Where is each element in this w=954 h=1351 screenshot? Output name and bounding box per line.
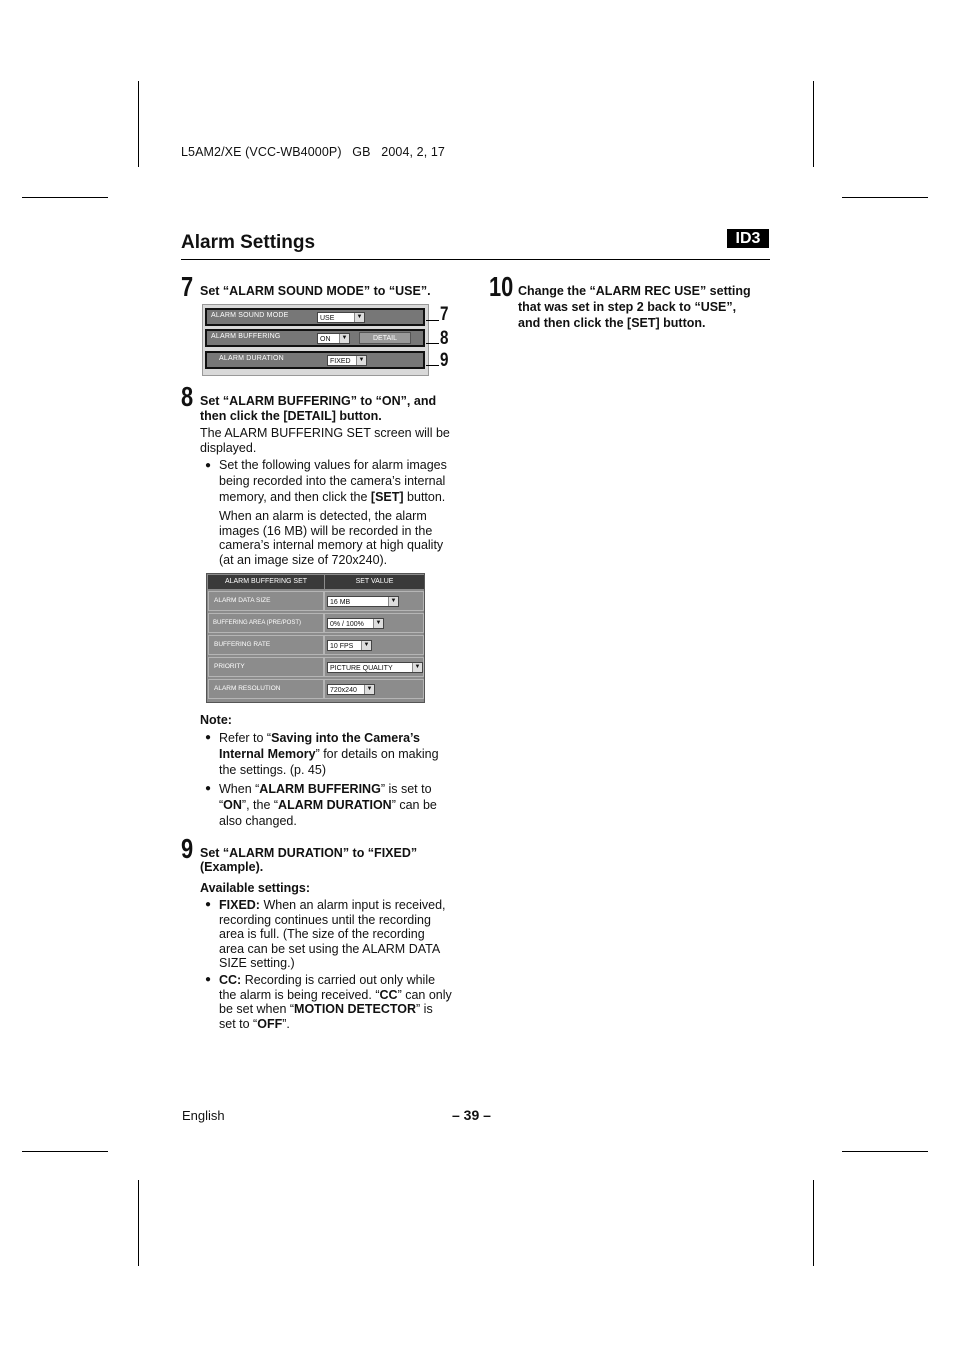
- step-8-body-line2: displayed.: [200, 441, 257, 455]
- chevron-down-icon: ▼: [361, 641, 371, 650]
- callout-line: [426, 320, 439, 321]
- crop-mark: [813, 1180, 814, 1266]
- table-row-value-cell: [324, 591, 424, 611]
- table-row-label: ALARM DATA SIZE: [208, 591, 324, 611]
- table-row-value-cell: [324, 657, 424, 677]
- page-title: Alarm Settings: [181, 232, 316, 253]
- bullet-icon: ●: [205, 732, 212, 743]
- step-8-paragraph: When an alarm is detected, the alarm images (16 MB) will be recorded in the camera’s internal memory at high quality (at an image size of 720x240).: [219, 509, 444, 567]
- bullet-icon: ●: [205, 783, 212, 794]
- table-row-label: BUFFERING RATE: [208, 635, 324, 655]
- callout-line: [426, 343, 439, 344]
- alarm-data-size-select[interactable]: 16 MB ▼: [327, 596, 399, 607]
- callout-8: 8: [440, 328, 449, 349]
- step-9-heading-line1: Set “ALARM DURATION” to “FIXED”: [200, 846, 418, 860]
- note-title: Note:: [200, 713, 232, 727]
- chevron-down-icon: ▼: [339, 334, 349, 343]
- table-header-setting: ALARM BUFFERING SET: [208, 575, 324, 589]
- crop-mark: [138, 1180, 139, 1266]
- alarm-buffering-label: ALARM BUFFERING: [211, 333, 281, 340]
- step-8-heading-line2: then click the [DETAIL] button.: [200, 409, 382, 423]
- callout-7: 7: [440, 304, 449, 325]
- crop-mark: [22, 1151, 108, 1152]
- fixed-bullet: ● FIXED: When an alarm input is received, recording continues until the recording area is full. (The size of the recording area can be set using the ALARM DATA SIZE setting.): [205, 898, 446, 970]
- title-divider: [181, 259, 770, 260]
- detail-button[interactable]: DETAIL: [359, 332, 411, 344]
- page-number: – 39 –: [452, 1107, 491, 1123]
- document-code: L5AM2/XE (VCC-WB4000P) GB 2004, 2, 17: [181, 145, 445, 159]
- chevron-down-icon: ▼: [412, 663, 422, 672]
- buffering-area-select[interactable]: 0% / 100% ▼: [327, 618, 384, 629]
- table-row-value-cell: [324, 679, 424, 699]
- table-row-label: PRIORITY: [208, 657, 324, 677]
- chevron-down-icon: ▼: [373, 619, 383, 628]
- step-7-number: 7: [181, 271, 194, 302]
- alarm-buffering-set-table: [206, 573, 425, 703]
- step-8-number: 8: [181, 381, 194, 412]
- footer-language: English: [182, 1108, 225, 1123]
- note-bullet-1: ● Refer to “Saving into the Camera’s Internal Memory” for details on making the settings. (p. 45): [205, 731, 439, 777]
- crop-mark: [842, 1151, 928, 1152]
- bullet-icon: ●: [205, 899, 212, 910]
- chevron-down-icon: ▼: [354, 313, 364, 322]
- callout-9: 9: [440, 350, 449, 371]
- buffering-rate-select[interactable]: 10 FPS ▼: [327, 640, 372, 651]
- bullet-icon: ●: [205, 460, 212, 471]
- step-10-number: 10: [489, 271, 514, 302]
- chevron-down-icon: ▼: [388, 597, 398, 606]
- crop-mark: [22, 197, 108, 198]
- bullet-icon: ●: [205, 974, 212, 985]
- table-row-label: ALARM RESOLUTION: [208, 679, 324, 699]
- step-8-bullet: ● Set the following values for alarm images being recorded into the camera’s internal memory, and then click the [SET] button.: [205, 458, 447, 504]
- chevron-down-icon: ▼: [364, 685, 374, 694]
- alarm-sound-mode-row: [205, 308, 425, 326]
- alarm-sound-mode-label: ALARM SOUND MODE: [211, 312, 289, 319]
- priority-select[interactable]: PICTURE QUALITY ▼: [327, 662, 423, 673]
- table-row-value-cell: [324, 613, 424, 633]
- note-bullet-2: ● When “ALARM BUFFERING” is set to “ON”, the “ALARM DURATION” can be also changed.: [205, 782, 437, 828]
- alarm-settings-panel: [202, 304, 429, 376]
- alarm-sound-mode-select[interactable]: USE ▼: [317, 312, 365, 323]
- alarm-duration-row: [205, 351, 425, 369]
- cc-bullet: ● CC: Recording is carried out only while the alarm is being received. “CC” can only be set when “MOTION DETECTOR” is set to “OFF”.: [205, 973, 452, 1031]
- step-10-heading: Change the “ALARM REC USE” setting that was set in step 2 back to “USE”, and then click the [SET] button.: [518, 284, 751, 330]
- alarm-duration-select[interactable]: FIXED ▼: [327, 355, 367, 366]
- table-row-label: BUFFERING AREA (PRE/POST): [208, 613, 324, 633]
- crop-mark: [138, 81, 139, 167]
- table-header-value: SET VALUE: [325, 575, 424, 589]
- step-8-heading-line1: Set “ALARM BUFFERING” to “ON”, and: [200, 394, 437, 408]
- alarm-buffering-select[interactable]: ON ▼: [317, 333, 350, 344]
- chevron-down-icon: ▼: [356, 356, 366, 365]
- section-badge: ID3: [727, 229, 769, 248]
- alarm-duration-label: ALARM DURATION: [219, 355, 284, 362]
- step-9-heading-line2: (Example).: [200, 860, 264, 874]
- crop-mark: [813, 81, 814, 167]
- step-7-heading: Set “ALARM SOUND MODE” to “USE”.: [200, 284, 431, 298]
- step-8-body-line1: The ALARM BUFFERING SET screen will be: [200, 426, 450, 440]
- callout-line: [426, 365, 439, 366]
- alarm-buffering-row: [205, 329, 425, 347]
- available-settings-title: Available settings:: [200, 881, 310, 895]
- table-row-value-cell: [324, 635, 424, 655]
- alarm-resolution-select[interactable]: 720x240 ▼: [327, 684, 375, 695]
- step-9-number: 9: [181, 833, 194, 864]
- crop-mark: [842, 197, 928, 198]
